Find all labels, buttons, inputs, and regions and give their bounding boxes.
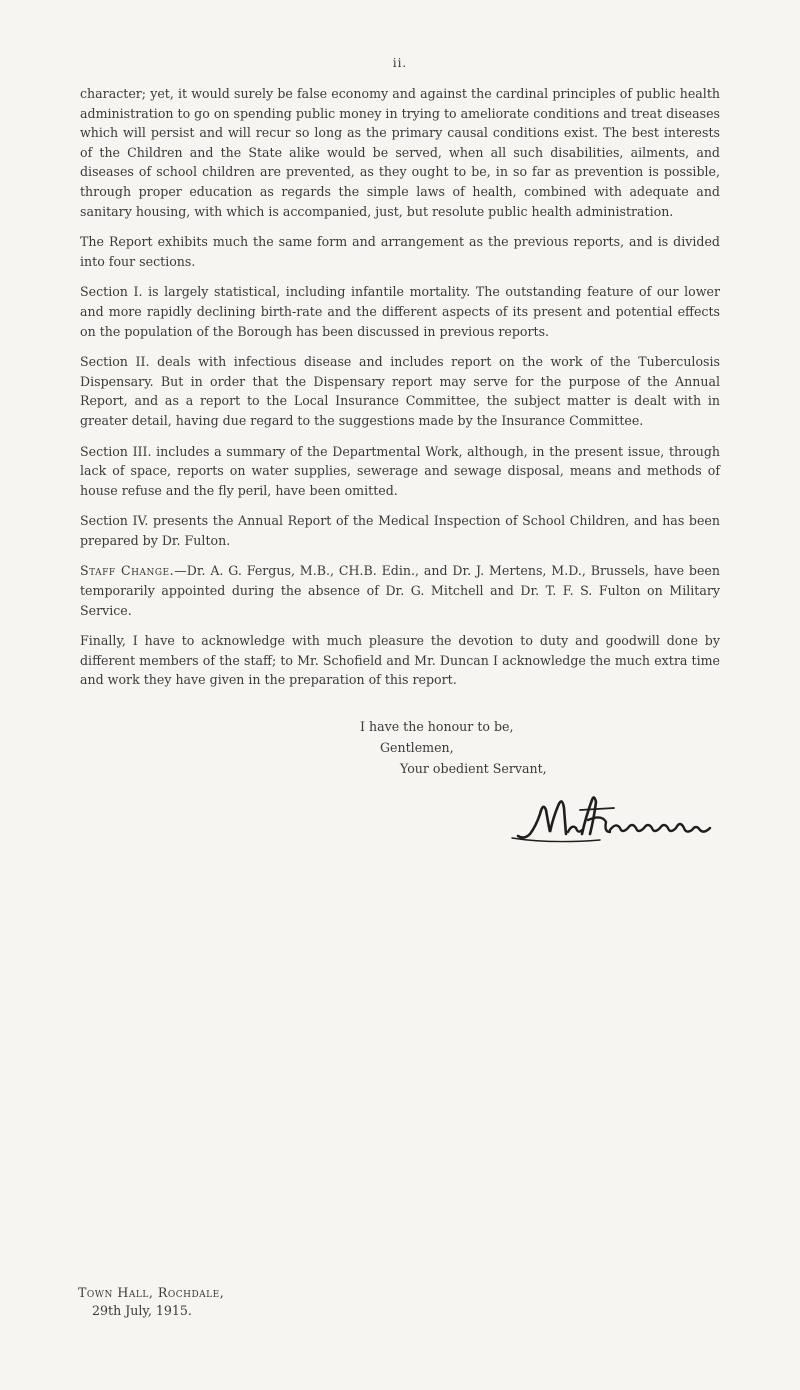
paragraph-staff-change (80, 561, 720, 620)
report-body (80, 84, 720, 701)
page-number: ii. (392, 56, 408, 70)
footer-date: 29th July, 1915. (92, 1303, 192, 1318)
paragraph-section-3: Section III. includes a summary of the Departmental Work, although, in the present issue, through lack of space, reports on water supplies, sewerage and sewage disposal, means and methods of house refuse and the fly peril, have been omitted. (80, 443, 720, 498)
paragraph-character: character; yet, it would surely be false economy and against the cardinal principles of public health administration to go on spending public money in trying to ameliorate conditions and treat diseases which will persist and will recur so long as the primary causal conditions exist. The best interests of the Children and the State alike would be served, when all such disabilities, ailments, and diseases of school children are prevented, as they ought to be, in so far as prevention is possible, through proper education as regards the simple laws of health, combined with adequate and sanitary housing, with which is accompanied, just, but resolute public health administration. (80, 86, 720, 219)
paragraph-section-1: Section I. is largely statistical, including infantile mortality. The outstanding feature of our lower and more rapidly declining birth-rate and the different aspects of its present and potential effects on the population of the Borough has been discussed in previous reports. (80, 284, 720, 339)
staff-change-heading: Staff Change. (80, 563, 175, 579)
staff-change-text: —Dr. A. G. Fergus, M.B., CH.B. Edin., and Dr. J. Mertens, M.D., Brussels, have been temporarily appointed during the absence of Dr. G. Mitchell and Dr. T. F. S. Fulton on Military Service. (80, 563, 720, 618)
paragraph-report-form: The Report exhibits much the same form and arrangement as the previous reports, and is divided into four sections. (80, 234, 720, 269)
paragraph-section-2: Section II. deals with infectious disease and includes report on the work of the Tuberculosis Dispensary. But in order that the Dispensary report may serve for the purpose of the Annual Report, and as a report to the Local Insurance Committee, the subject matter is dealt with in greater detail, having due regard to the suggestions made by the Insurance Committee. (80, 354, 720, 428)
closing-line-gentlemen: Gentlemen, (380, 740, 454, 755)
footer-place-date (78, 1284, 224, 1320)
paragraph-finally: Finally, I have to acknowledge with much pleasure the devotion to duty and goodwill done by different members of the staff; to Mr. Schofield and Mr. Duncan I acknowledge the much extra time and work they have given in the preparation of this report. (80, 633, 720, 688)
closing-line-servant: Your obedient Servant, (400, 761, 547, 776)
handwritten-signature (510, 788, 740, 848)
closing-salutation (360, 716, 547, 779)
footer-place: Town Hall, Rochdale, (78, 1285, 225, 1300)
closing-line-honour: I have the honour to be, (360, 719, 514, 734)
paragraph-section-4: Section IV. presents the Annual Report of the Medical Inspection of School Children, and has been prepared by Dr. Fulton. (80, 513, 720, 548)
